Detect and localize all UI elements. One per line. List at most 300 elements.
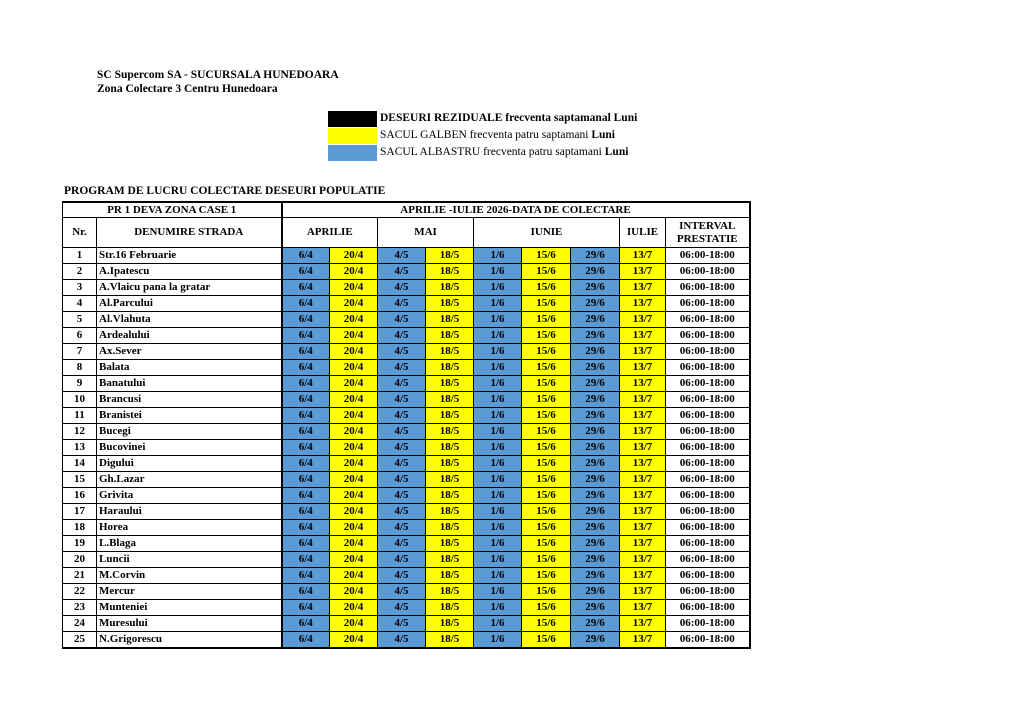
collection-date: 13/7: [620, 584, 666, 600]
collection-date: 4/5: [378, 376, 426, 392]
collection-date: 20/4: [330, 312, 378, 328]
table-row: [63, 520, 750, 536]
collection-date: 18/5: [426, 520, 474, 536]
service-interval: 06:00-18:00: [666, 248, 750, 264]
street-name: Al.Vlahuta: [97, 312, 282, 328]
row-number: 6: [63, 328, 97, 344]
collection-date: 15/6: [522, 616, 571, 632]
collection-date: 13/7: [620, 376, 666, 392]
service-interval: 06:00-18:00: [666, 424, 750, 440]
collection-date: 6/4: [282, 376, 330, 392]
collection-date: 29/6: [571, 520, 620, 536]
collection-date: 20/4: [330, 248, 378, 264]
table-row: [63, 328, 750, 344]
service-interval: 06:00-18:00: [666, 440, 750, 456]
collection-date: 18/5: [426, 424, 474, 440]
collection-date: 6/4: [282, 328, 330, 344]
col-nr-header: Nr.: [63, 218, 97, 248]
street-name: Bucegi: [97, 424, 282, 440]
collection-date: 13/7: [620, 568, 666, 584]
row-number: 24: [63, 616, 97, 632]
collection-date: 29/6: [571, 552, 620, 568]
collection-date: 6/4: [282, 360, 330, 376]
collection-date: 4/5: [378, 408, 426, 424]
table-row: [63, 344, 750, 360]
collection-date: 6/4: [282, 472, 330, 488]
collection-date: 13/7: [620, 552, 666, 568]
collection-date: 20/4: [330, 360, 378, 376]
collection-date: 18/5: [426, 408, 474, 424]
street-name: Ardealului: [97, 328, 282, 344]
collection-date: 13/7: [620, 248, 666, 264]
street-name: Grivita: [97, 488, 282, 504]
collection-date: 15/6: [522, 488, 571, 504]
collection-date: 29/6: [571, 440, 620, 456]
table-row: [63, 552, 750, 568]
legend-label-text: SACUL ALBASTRU frecventa patru saptamani: [380, 146, 605, 158]
collection-date: 29/6: [571, 600, 620, 616]
legend-label-bold: Luni: [604, 146, 629, 158]
collection-date: 4/5: [378, 328, 426, 344]
collection-date: 1/6: [474, 296, 522, 312]
collection-date: 1/6: [474, 536, 522, 552]
collection-date: 20/4: [330, 616, 378, 632]
row-number: 22: [63, 584, 97, 600]
service-interval: 06:00-18:00: [666, 376, 750, 392]
collection-date: 15/6: [522, 552, 571, 568]
collection-date: 18/5: [426, 312, 474, 328]
collection-date: 4/5: [378, 632, 426, 649]
street-name: L.Blaga: [97, 536, 282, 552]
row-number: 23: [63, 600, 97, 616]
row-number: 12: [63, 424, 97, 440]
collection-date: 18/5: [426, 472, 474, 488]
collection-date: 4/5: [378, 552, 426, 568]
collection-date: 13/7: [620, 328, 666, 344]
table-row: [63, 280, 750, 296]
service-interval: 06:00-18:00: [666, 264, 750, 280]
collection-date: 13/7: [620, 264, 666, 280]
collection-date: 4/5: [378, 472, 426, 488]
collection-date: 18/5: [426, 264, 474, 280]
collection-date: 15/6: [522, 536, 571, 552]
legend-item: [328, 144, 637, 161]
collection-date: 1/6: [474, 376, 522, 392]
row-number: 25: [63, 632, 97, 649]
collection-date: 29/6: [571, 632, 620, 649]
table-row: [63, 504, 750, 520]
row-number: 21: [63, 568, 97, 584]
collection-date: 15/6: [522, 344, 571, 360]
table-row: [63, 472, 750, 488]
collection-date: 20/4: [330, 472, 378, 488]
table-row: [63, 536, 750, 552]
table-row: [63, 600, 750, 616]
legend: [328, 110, 637, 161]
collection-date: 18/5: [426, 296, 474, 312]
collection-date: 15/6: [522, 296, 571, 312]
street-name: Ax.Sever: [97, 344, 282, 360]
service-interval: 06:00-18:00: [666, 456, 750, 472]
service-interval: 06:00-18:00: [666, 600, 750, 616]
collection-date: 4/5: [378, 280, 426, 296]
table-row: [63, 568, 750, 584]
collection-date: 29/6: [571, 344, 620, 360]
collection-date: 1/6: [474, 344, 522, 360]
collection-date: 1/6: [474, 504, 522, 520]
collection-date: 29/6: [571, 264, 620, 280]
collection-date: 13/7: [620, 488, 666, 504]
table-row: [63, 248, 750, 264]
collection-date: 4/5: [378, 616, 426, 632]
collection-date: 29/6: [571, 456, 620, 472]
collection-date: 4/5: [378, 360, 426, 376]
collection-date: 13/7: [620, 600, 666, 616]
collection-date: 6/4: [282, 440, 330, 456]
legend-swatch: [328, 145, 377, 161]
table-row: [63, 264, 750, 280]
collection-date: 4/5: [378, 488, 426, 504]
collection-date: 20/4: [330, 488, 378, 504]
collection-date: 20/4: [330, 568, 378, 584]
legend-label-bold: DESEURI REZIDUALE frecventa saptamanal Luni: [380, 112, 638, 124]
collection-date: 18/5: [426, 360, 474, 376]
month-mai: MAI: [378, 218, 474, 248]
collection-date: 13/7: [620, 280, 666, 296]
row-number: 8: [63, 360, 97, 376]
collection-date: 18/5: [426, 552, 474, 568]
street-name: Branistei: [97, 408, 282, 424]
collection-date: 13/7: [620, 312, 666, 328]
month-iulie: IULIE: [620, 218, 666, 248]
row-number: 14: [63, 456, 97, 472]
street-name: Luncii: [97, 552, 282, 568]
row-number: 20: [63, 552, 97, 568]
collection-date: 29/6: [571, 312, 620, 328]
collection-date: 6/4: [282, 296, 330, 312]
service-interval: 06:00-18:00: [666, 360, 750, 376]
collection-date: 4/5: [378, 584, 426, 600]
collection-date: 29/6: [571, 568, 620, 584]
collection-date: 4/5: [378, 456, 426, 472]
collection-date: 18/5: [426, 536, 474, 552]
collection-date: 18/5: [426, 504, 474, 520]
month-aprilie: APRILIE: [282, 218, 378, 248]
collection-date: 1/6: [474, 568, 522, 584]
collection-date: 1/6: [474, 392, 522, 408]
collection-date: 29/6: [571, 392, 620, 408]
collection-date: 15/6: [522, 424, 571, 440]
service-interval: 06:00-18:00: [666, 392, 750, 408]
street-name: A.Vlaicu pana la gratar: [97, 280, 282, 296]
collection-date: 4/5: [378, 504, 426, 520]
collection-date: 6/4: [282, 408, 330, 424]
collection-date: 1/6: [474, 584, 522, 600]
row-number: 5: [63, 312, 97, 328]
collection-date: 1/6: [474, 328, 522, 344]
row-number: 2: [63, 264, 97, 280]
collection-date: 1/6: [474, 600, 522, 616]
collection-date: 1/6: [474, 520, 522, 536]
collection-date: 20/4: [330, 376, 378, 392]
street-name: Gh.Lazar: [97, 472, 282, 488]
collection-date: 1/6: [474, 552, 522, 568]
collection-date: 18/5: [426, 616, 474, 632]
service-interval: 06:00-18:00: [666, 536, 750, 552]
collection-date: 18/5: [426, 600, 474, 616]
service-interval: 06:00-18:00: [666, 568, 750, 584]
collection-date: 29/6: [571, 360, 620, 376]
col-street-header: DENUMIRE STRADA: [97, 218, 282, 248]
collection-date: 1/6: [474, 616, 522, 632]
collection-date: 15/6: [522, 328, 571, 344]
table-row: [63, 424, 750, 440]
collection-date: 20/4: [330, 552, 378, 568]
collection-date: 18/5: [426, 328, 474, 344]
collection-date: 13/7: [620, 520, 666, 536]
service-interval: 06:00-18:00: [666, 312, 750, 328]
collection-date: 15/6: [522, 408, 571, 424]
collection-date: 15/6: [522, 456, 571, 472]
collection-date: 4/5: [378, 248, 426, 264]
collection-date: 6/4: [282, 488, 330, 504]
row-number: 19: [63, 536, 97, 552]
collection-date: 6/4: [282, 424, 330, 440]
collection-date: 13/7: [620, 632, 666, 649]
service-interval: 06:00-18:00: [666, 552, 750, 568]
collection-date: 13/7: [620, 456, 666, 472]
company-title: SC Supercom SA - SUCURSALA HUNEDOARA: [97, 69, 339, 81]
collection-date: 18/5: [426, 344, 474, 360]
collection-date: 1/6: [474, 312, 522, 328]
collection-date: 20/4: [330, 424, 378, 440]
collection-date: 13/7: [620, 296, 666, 312]
collection-date: 1/6: [474, 472, 522, 488]
table-row: [63, 296, 750, 312]
collection-date: 6/4: [282, 552, 330, 568]
collection-date: 29/6: [571, 488, 620, 504]
collection-date: 18/5: [426, 488, 474, 504]
legend-label: [380, 127, 615, 144]
collection-date: 4/5: [378, 264, 426, 280]
collection-date: 1/6: [474, 632, 522, 649]
collection-date: 6/4: [282, 504, 330, 520]
legend-item: [328, 127, 637, 144]
collection-date: 18/5: [426, 392, 474, 408]
collection-date: 20/4: [330, 280, 378, 296]
collection-date: 15/6: [522, 520, 571, 536]
collection-date: 20/4: [330, 504, 378, 520]
street-name: Str.16 Februarie: [97, 248, 282, 264]
row-number: 15: [63, 472, 97, 488]
month-iunie: IUNIE: [474, 218, 620, 248]
service-interval: 06:00-18:00: [666, 616, 750, 632]
collection-date: 6/4: [282, 344, 330, 360]
collection-date: 15/6: [522, 312, 571, 328]
collection-date: 20/4: [330, 264, 378, 280]
row-number: 13: [63, 440, 97, 456]
collection-date: 29/6: [571, 536, 620, 552]
collection-date: 18/5: [426, 632, 474, 649]
service-interval: 06:00-18:00: [666, 328, 750, 344]
legend-label: [380, 110, 637, 127]
street-name: Al.Parcului: [97, 296, 282, 312]
collection-date: 20/4: [330, 632, 378, 649]
service-interval: 06:00-18:00: [666, 632, 750, 649]
table-row: [63, 616, 750, 632]
collection-date: 6/4: [282, 280, 330, 296]
table-row: [63, 488, 750, 504]
street-name: Digului: [97, 456, 282, 472]
collection-date: 29/6: [571, 408, 620, 424]
service-interval: 06:00-18:00: [666, 504, 750, 520]
collection-date: 6/4: [282, 600, 330, 616]
program-title: PROGRAM DE LUCRU COLECTARE DESEURI POPULATIE: [64, 185, 386, 197]
collection-date: 1/6: [474, 456, 522, 472]
collection-date: 20/4: [330, 392, 378, 408]
collection-date: 29/6: [571, 616, 620, 632]
street-name: Horea: [97, 520, 282, 536]
collection-date: 15/6: [522, 568, 571, 584]
table-row: [63, 456, 750, 472]
street-name: Munteniei: [97, 600, 282, 616]
collection-date: 20/4: [330, 520, 378, 536]
collection-date: 13/7: [620, 440, 666, 456]
street-name: Balata: [97, 360, 282, 376]
collection-date: 20/4: [330, 600, 378, 616]
collection-schedule-table: [62, 201, 751, 649]
collection-date: 20/4: [330, 408, 378, 424]
collection-date: 15/6: [522, 376, 571, 392]
collection-date: 20/4: [330, 584, 378, 600]
street-name: Brancusi: [97, 392, 282, 408]
collection-date: 20/4: [330, 536, 378, 552]
collection-date: 15/6: [522, 632, 571, 649]
collection-date: 15/6: [522, 360, 571, 376]
street-name: Haraului: [97, 504, 282, 520]
collection-date: 18/5: [426, 584, 474, 600]
collection-date: 6/4: [282, 264, 330, 280]
legend-item: [328, 110, 637, 127]
collection-date: 15/6: [522, 600, 571, 616]
collection-date: 13/7: [620, 424, 666, 440]
collection-date: 20/4: [330, 296, 378, 312]
collection-date: 1/6: [474, 408, 522, 424]
legend-swatch: [328, 128, 377, 144]
row-number: 17: [63, 504, 97, 520]
street-name: Mercur: [97, 584, 282, 600]
collection-date: 1/6: [474, 248, 522, 264]
collection-date: 29/6: [571, 424, 620, 440]
collection-date: 29/6: [571, 472, 620, 488]
collection-date: 6/4: [282, 584, 330, 600]
collection-date: 29/6: [571, 504, 620, 520]
collection-date: 29/6: [571, 280, 620, 296]
legend-swatch: [328, 111, 377, 127]
legend-label-text: SACUL GALBEN frecventa patru saptamani: [380, 129, 592, 141]
collection-date: 18/5: [426, 376, 474, 392]
service-interval: 06:00-18:00: [666, 344, 750, 360]
collection-date: 15/6: [522, 440, 571, 456]
service-interval: 06:00-18:00: [666, 408, 750, 424]
street-name: Bucovinei: [97, 440, 282, 456]
row-number: 4: [63, 296, 97, 312]
collection-date: 20/4: [330, 456, 378, 472]
collection-date: 15/6: [522, 472, 571, 488]
zone-label: PR 1 DEVA ZONA CASE 1: [63, 202, 282, 218]
collection-date: 1/6: [474, 440, 522, 456]
collection-date: 4/5: [378, 600, 426, 616]
collection-date: 6/4: [282, 312, 330, 328]
collection-date: 18/5: [426, 456, 474, 472]
collection-date: 1/6: [474, 360, 522, 376]
collection-date: 20/4: [330, 328, 378, 344]
col-interval-header: [666, 218, 750, 248]
collection-date: 29/6: [571, 328, 620, 344]
collection-date: 6/4: [282, 456, 330, 472]
collection-date: 13/7: [620, 408, 666, 424]
collection-date: 29/6: [571, 248, 620, 264]
street-name: Banatului: [97, 376, 282, 392]
collection-date: 4/5: [378, 344, 426, 360]
collection-date: 1/6: [474, 424, 522, 440]
col-interval-line1: INTERVAL: [679, 219, 736, 232]
row-number: 7: [63, 344, 97, 360]
street-name: M.Corvin: [97, 568, 282, 584]
row-number: 18: [63, 520, 97, 536]
collection-date: 4/5: [378, 520, 426, 536]
col-interval-line2: PRESTATIE: [676, 232, 738, 245]
collection-date: 4/5: [378, 424, 426, 440]
collection-date: 15/6: [522, 248, 571, 264]
street-name: Muresului: [97, 616, 282, 632]
collection-date: 4/5: [378, 568, 426, 584]
row-number: 1: [63, 248, 97, 264]
collection-date: 6/4: [282, 520, 330, 536]
collection-date: 13/7: [620, 472, 666, 488]
collection-date: 15/6: [522, 264, 571, 280]
collection-date: 29/6: [571, 376, 620, 392]
street-name: N.Grigorescu: [97, 632, 282, 649]
collection-date: 6/4: [282, 568, 330, 584]
collection-date: 13/7: [620, 616, 666, 632]
row-number: 16: [63, 488, 97, 504]
collection-date: 6/4: [282, 536, 330, 552]
service-interval: 06:00-18:00: [666, 472, 750, 488]
collection-date: 4/5: [378, 312, 426, 328]
collection-date: 6/4: [282, 632, 330, 649]
collection-date: 20/4: [330, 440, 378, 456]
row-number: 10: [63, 392, 97, 408]
collection-date: 6/4: [282, 248, 330, 264]
row-number: 9: [63, 376, 97, 392]
collection-date: 13/7: [620, 344, 666, 360]
collection-date: 13/7: [620, 504, 666, 520]
service-interval: 06:00-18:00: [666, 520, 750, 536]
collection-date: 4/5: [378, 536, 426, 552]
collection-date: 4/5: [378, 392, 426, 408]
table-row: [63, 376, 750, 392]
collection-date: 18/5: [426, 568, 474, 584]
period-label: APRILIE -IULIE 2026-DATA DE COLECTARE: [282, 202, 750, 218]
collection-date: 13/7: [620, 392, 666, 408]
table-row: [63, 440, 750, 456]
collection-date: 29/6: [571, 296, 620, 312]
service-interval: 06:00-18:00: [666, 584, 750, 600]
collection-date: 13/7: [620, 536, 666, 552]
collection-date: 29/6: [571, 584, 620, 600]
collection-date: 1/6: [474, 264, 522, 280]
